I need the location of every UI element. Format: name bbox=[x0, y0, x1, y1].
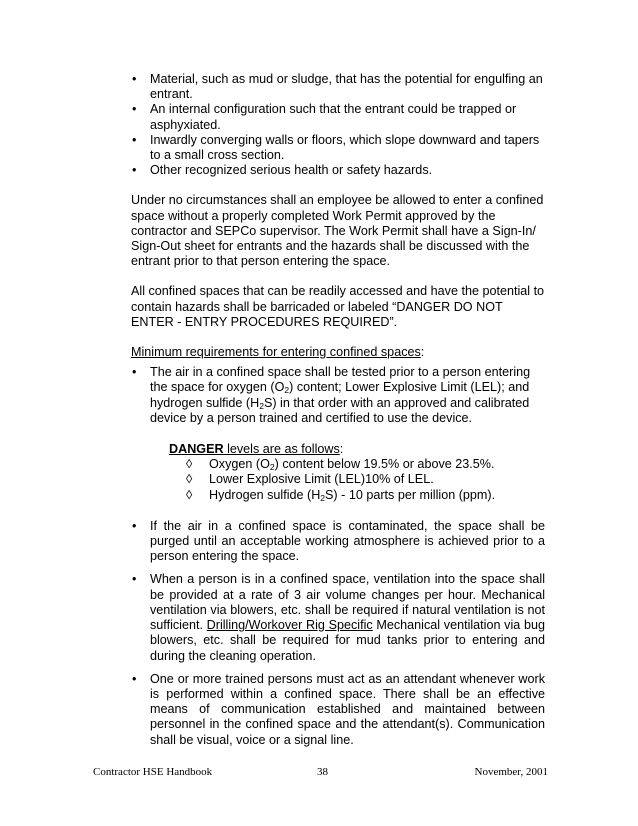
danger-levels-block bbox=[169, 442, 545, 503]
danger-word: DANGER bbox=[169, 442, 224, 457]
list-item: • An internal configuration such that the entrant could be trapped or asphyxiated. bbox=[131, 102, 545, 132]
oxygen-text-2: ) content below 19.5% or above 23.5%. bbox=[274, 457, 495, 472]
barricade-paragraph: All confined spaces that can be readily accessed and have the potential to contain hazards shall be barricaded or labeled “DANGER DO NOT ENTER - ENTRY PROCEDURES REQUIRED”. bbox=[131, 284, 545, 329]
requirements-list bbox=[131, 365, 545, 747]
ventilation-text-2: Mechanical ventilation via bug blowers, etc. shall be required for mud tanks prior to entering and during the cleaning operation. bbox=[150, 618, 545, 663]
min-requirements-colon: : bbox=[420, 345, 425, 360]
work-permit-paragraph: Under no circumstances shall an employee be allowed to enter a confined space without a properly completed Work Permit approved by the contractor and SEPCo supervisor. The Work Permit shall have a Sign-In/ Sign-Out sheet for entrants and the hazards shall be discussed with the entrant prior to that person entering the space. bbox=[131, 193, 544, 269]
page-number: 38 bbox=[317, 766, 328, 778]
h2s-text-2: S) - 10 parts per million (ppm). bbox=[325, 487, 496, 502]
footer-date: November, 2001 bbox=[474, 766, 548, 778]
oxygen-text-1: Oxygen (O bbox=[209, 457, 270, 472]
list-item-contaminated: • If the air in a confined space is contaminated, the space shall be purged until an acceptable working atmosphere is achieved prior to a person entering the space. bbox=[131, 519, 545, 565]
hazard-list bbox=[131, 72, 545, 178]
min-requirements-title: Minimum requirements for entering confined spaces bbox=[131, 345, 421, 360]
danger-colon: : bbox=[339, 442, 344, 457]
danger-level-lel: ◊ Lower Explosive Limit (LEL)10% of LEL. bbox=[186, 472, 545, 487]
page-body bbox=[131, 72, 545, 748]
ventilation-text-1: When a person is in a confined space, ventilation into the space shall be provided at a rate of 3 air volume changes per hour. Mechanical ventilation via blowers, etc. shall be required if natural ventilation is not sufficient. bbox=[150, 572, 545, 633]
list-item-ventilation bbox=[131, 572, 545, 663]
air-test-text-3: S) in that order with an approved and calibrated device by a person trained and certified to use the device. bbox=[150, 395, 530, 425]
danger-levels-list bbox=[169, 457, 545, 503]
min-requirements-heading bbox=[131, 345, 545, 360]
h2s-subscript: 2 bbox=[259, 400, 264, 411]
danger-heading bbox=[169, 442, 545, 457]
oxygen-subscript: 2 bbox=[269, 462, 275, 473]
h2s-level-subscript: 2 bbox=[320, 492, 326, 503]
list-item: • Material, such as mud or sludge, that has the potential for engulfing an entrant. bbox=[131, 72, 545, 102]
list-item-air-test bbox=[131, 365, 545, 503]
list-item: • Other recognized serious health or safety hazards. bbox=[131, 163, 545, 178]
list-item-attendant: • One or more trained persons must act as an attendant whenever work is performed within a confined space. There shall be an effective means of communication established and maintained between personnel in the confined space and the attendant(s). Communication shall be visual, voice or a signal line. bbox=[131, 672, 545, 748]
footer-title: Contractor HSE Handbook bbox=[93, 766, 213, 778]
air-test-text-1: The air in a confined space shall be tested prior to a person entering the space for oxygen (O bbox=[150, 365, 531, 395]
h2s-text-1: Hydrogen sulfide (H bbox=[209, 487, 321, 502]
o2-subscript: 2 bbox=[284, 385, 290, 396]
danger-heading-text: levels are as follows bbox=[223, 442, 340, 457]
air-test-text-2: ) content; Lower Explosive Limit (LEL); and hydrogen sulfide (H bbox=[150, 380, 530, 410]
rig-specific-label: Drilling/Workover Rig Specific bbox=[206, 618, 373, 633]
list-item: • Inwardly converging walls or floors, which slope downward and tapers to a small cross section. bbox=[131, 133, 545, 163]
danger-level-oxygen bbox=[186, 457, 545, 472]
danger-level-h2s bbox=[186, 488, 545, 503]
